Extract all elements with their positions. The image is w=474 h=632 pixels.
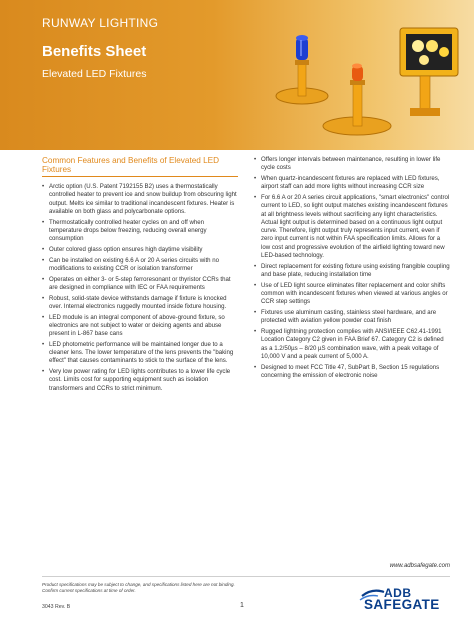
amber-elevated-light-fixture-icon	[323, 64, 391, 136]
page-title: Benefits Sheet	[42, 43, 147, 60]
bullet-icon: •	[42, 256, 45, 264]
disclaimer-text: Product specifications may be subject to change, and specifications listed here are not binding. Confirm current specifications at time of order.	[42, 582, 235, 593]
bullet-icon: •	[42, 183, 45, 190]
list-item	[254, 263, 450, 280]
bullet-icon: •	[42, 340, 45, 348]
bullet-icon: •	[254, 174, 257, 182]
list-item	[254, 175, 450, 192]
list-item-text: Outer colored glass option ensures high daytime visibility	[49, 245, 203, 253]
list-item-text: Can be installed on existing 6.6 A or 20 A series circuits with no modifications to existing CCR or isolation transformer	[49, 256, 220, 272]
right-bullet-list	[254, 156, 450, 380]
list-item-text: Offers longer intervals between maintenance, resulting in lower life cycle costs	[261, 156, 441, 172]
list-item	[254, 282, 450, 307]
list-item	[42, 183, 238, 216]
list-item	[42, 368, 238, 393]
list-item-text: Designed to meet FCC Title 47, SubPart B, Section 15 regulations concerning the emission of electronic noise	[261, 363, 440, 379]
section-heading: Common Features and Benefits of Elevated LED Fixtures	[42, 156, 238, 177]
company-logo	[358, 586, 458, 614]
list-item	[42, 257, 238, 274]
list-item-text: LED photometric performance will be maintained longer due to a cleaner lens. The lower temperature of the lens prevents the "baking effect" that causes contaminants to stick to the surface of the lens.	[49, 340, 234, 365]
bullet-icon: •	[254, 281, 257, 289]
list-item-text: Use of LED light source eliminates filter replacement and color shifts common with incandescent fixtures when viewed at various angles or CCR step settings	[261, 281, 448, 306]
blue-elevated-light-fixture-icon	[276, 35, 328, 104]
header-banner	[0, 0, 474, 150]
guidance-sign-fixture-icon	[400, 28, 458, 116]
bullet-icon: •	[42, 313, 45, 321]
bullet-icon: •	[254, 262, 257, 270]
left-column	[42, 156, 238, 395]
bullet-icon: •	[254, 363, 257, 371]
list-item-text: Rugged lightning protection complies with ANSI/IEEE C62.41-1991 Location Category C2 given in FAA Brief 67. Category C2 is defined as a 1.2/50µs – 8/20 µS combination wave, with a peak voltage of 10,000 V and a peak current of 5,000 A.	[261, 327, 444, 360]
left-bullet-list	[42, 183, 238, 393]
bullet-icon: •	[42, 245, 45, 253]
list-item	[254, 328, 450, 361]
list-item	[42, 314, 238, 339]
list-item	[42, 341, 238, 366]
list-item-text: Thermostatically controlled heater cycles on and off when temperature drops below freezing, reducing overall energy consumption	[49, 218, 207, 243]
list-item-text: Direct replacement for existing fixture using existing frangible coupling and base plate, reducing installation time	[261, 262, 450, 279]
list-item	[254, 194, 450, 260]
bullet-icon: •	[254, 156, 257, 163]
right-column	[254, 156, 450, 383]
list-item-text: Arctic option (U.S. Patent 7192155 B2) uses a thermostatically controlled heater to prevent ice and snow buildup from obscuring light output. Melts ice similar to traditional incandescent fixtures. Heater is available on both glass and polycarbonate options.	[49, 183, 237, 215]
list-item	[254, 309, 450, 326]
list-item-text: LED module is an integral component of above-ground fixture, so electronics are not subject to water or deicing agents and abuse present in L-867 base cans	[49, 313, 225, 338]
list-item	[254, 364, 450, 381]
page-subtitle: Elevated LED Fixtures	[42, 68, 147, 80]
list-item	[254, 156, 450, 173]
category-label: RUNWAY LIGHTING	[42, 16, 159, 30]
list-item-text: When quartz-incandescent fixtures are replaced with LED fixtures, airport staff can add more lights without increasing CCR size	[261, 174, 440, 191]
bullet-icon: •	[254, 193, 257, 201]
logo-text-adb: ADB	[384, 586, 412, 600]
list-item-text: Robust, solid-state device withstands damage if fixture is knocked over. Internal electronics ruggedly mounted inside fixture housing.	[49, 294, 227, 310]
logo-text-safegate: SAFEGATE	[364, 597, 440, 612]
list-item	[42, 219, 238, 244]
list-item	[42, 276, 238, 293]
page-number: 1	[240, 602, 244, 609]
bullet-icon: •	[42, 294, 45, 302]
bullet-icon: •	[254, 327, 257, 335]
list-item-text: Operates on either 3- or 5-step ferroresonant or thyristor CCRs that are designed in compliance with IEC or FAA requirements	[49, 275, 231, 291]
list-item-text: Fixtures use aluminum casting, stainless steel hardware, and are protected with aviation yellow powder coat finish	[261, 309, 437, 325]
bullet-icon: •	[42, 275, 45, 283]
bullet-icon: •	[254, 309, 257, 316]
website-link[interactable]: www.adbsafegate.com	[389, 563, 450, 569]
list-item-text: Very low power rating for LED lights contributes to a lower life cycle cost. Limits cost for supporting equipment such as isolation transformers and CCRs to strict minimum.	[49, 368, 231, 392]
list-item	[42, 246, 238, 254]
list-item-text: For 6.6 A or 20 A series circuit applications, "smart electronics" control current to LED, so light output matches existing incandescent fixtures at all brightness levels without sacrificing any light characteristics. Actual light output is determined based on a continuous light output curve. Therefore, light output truly represents input current, even if zero input current is not within FAA specification limits. Allows for a low cost and progressive evolution of the airfield lighting toward new LED-based technology.	[261, 193, 450, 260]
document-number: 3043 Rev. B	[42, 604, 71, 610]
bullet-icon: •	[42, 218, 45, 226]
footer-divider	[42, 576, 450, 577]
bullet-icon: •	[42, 368, 45, 376]
list-item	[42, 295, 238, 312]
